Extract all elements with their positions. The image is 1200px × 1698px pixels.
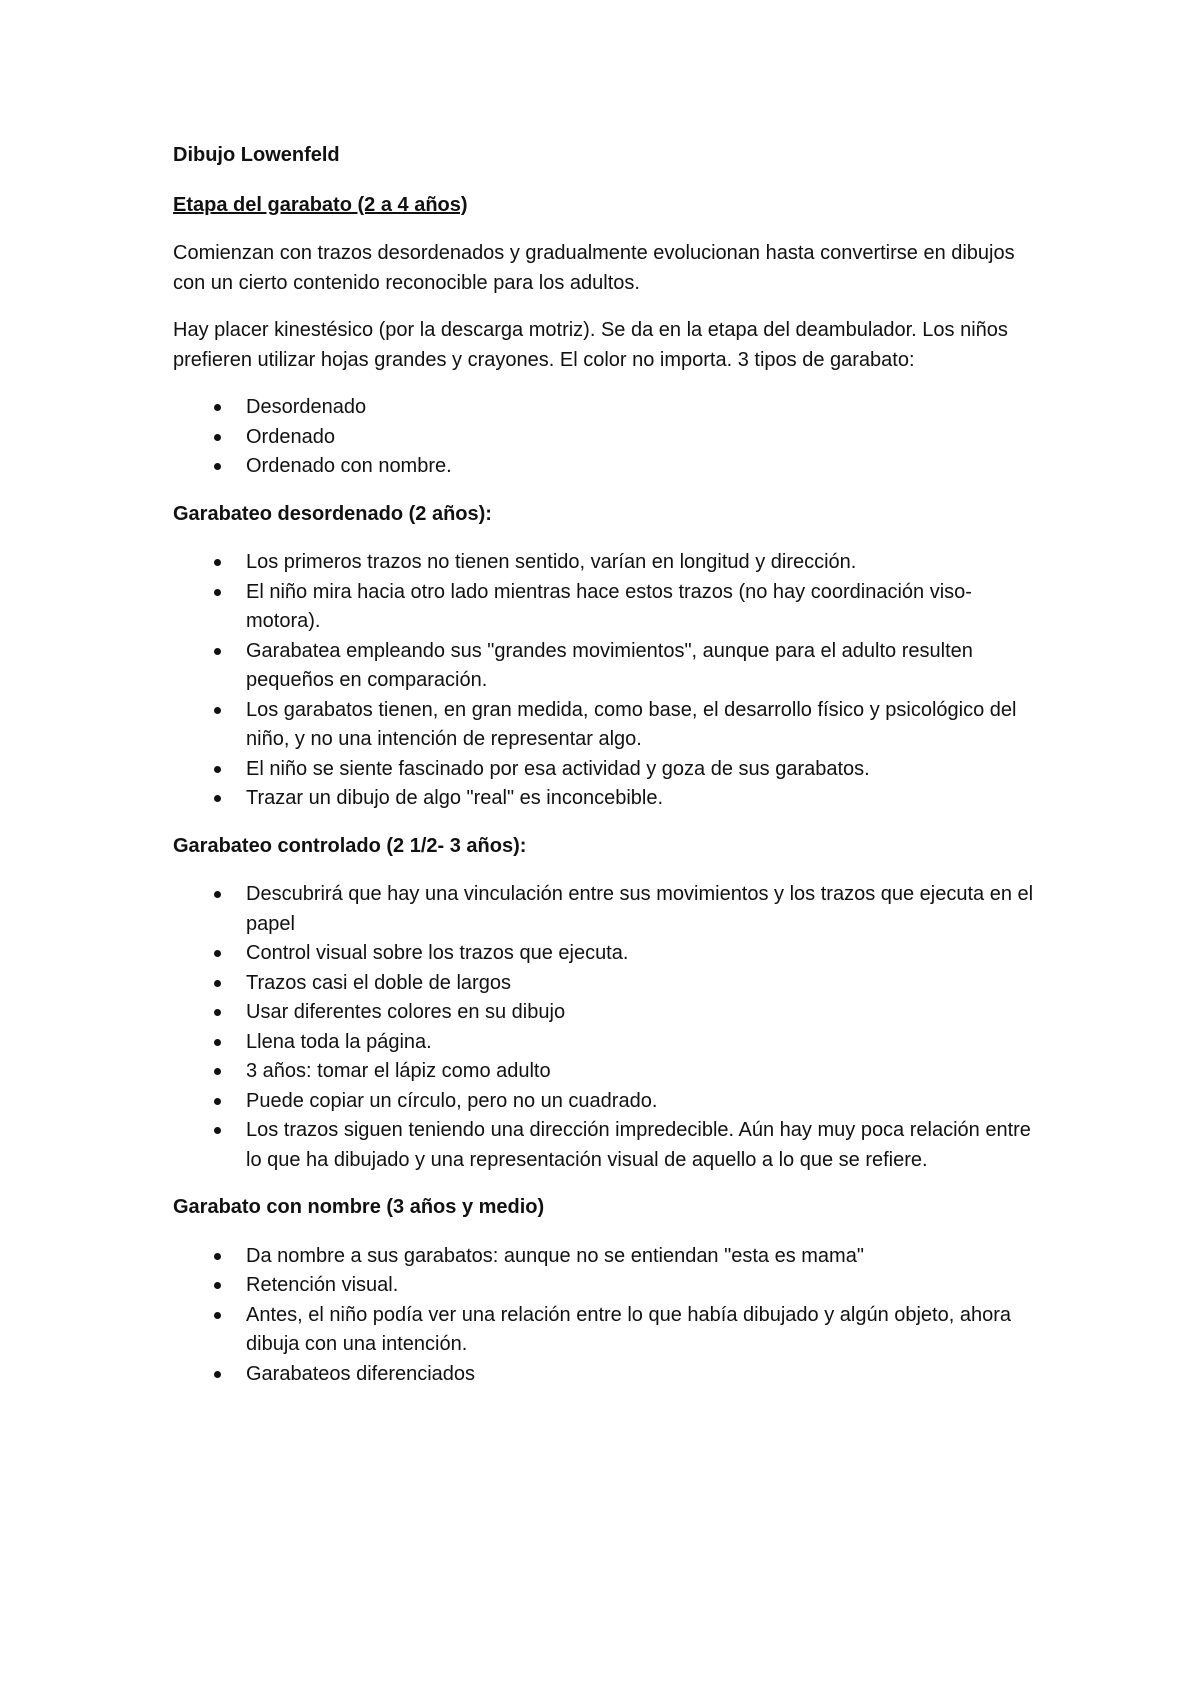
list-item-text: Desordenado [246, 396, 367, 418]
list-item [173, 452, 1043, 482]
paragraph: Hay placer kinestésico (por la descarga motriz). Se da en la etapa del deambulador. Los niños prefieren utilizar hojas grandes y crayones. El color no importa. 3 tipos de garabato: [173, 319, 1008, 371]
bullet-icon [214, 950, 221, 957]
bullet-list [173, 393, 1043, 482]
list-item-text: Trazos casi el doble de largos [246, 971, 511, 994]
list-item-text: Usar diferentes colores en su dibujo [246, 1001, 566, 1023]
list-item-text: Puede copiar un círculo, pero no un cuadrado. [246, 1089, 658, 1112]
list-item-text: Garabateos diferenciados [246, 1362, 476, 1385]
bullet-list [173, 880, 1043, 1175]
section-heading: Garabateo desordenado (2 años): [173, 502, 492, 525]
list-item [173, 423, 1043, 453]
paragraph: Comienzan con trazos desordenados y gradualmente evolucionan hasta convertirse en dibujos con un cierto contenido reconocible para los adultos. [173, 242, 1015, 294]
list-item [173, 1242, 1043, 1272]
bullet-icon [214, 404, 221, 411]
section-etapa-garabato [173, 191, 1043, 482]
bullet-list [173, 548, 1043, 814]
section-heading: Garabato con nombre (3 años y medio) [173, 1196, 545, 1218]
list-item [173, 1271, 1043, 1301]
list-item [173, 1057, 1043, 1087]
list-item-text: Ordenado con nombre. [246, 455, 452, 477]
section-heading: Garabateo controlado (2 1/2- 3 años): [173, 834, 527, 857]
list-item [173, 998, 1043, 1028]
list-item [173, 1028, 1043, 1058]
list-item [173, 1116, 1043, 1175]
list-item-text: Llena toda la página. [246, 1030, 432, 1053]
list-item-text: Garabatea empleando sus "grandes movimientos", aunque para el adulto resulten pequeños en comparación. [246, 639, 973, 691]
list-item [173, 1301, 1043, 1360]
list-item [173, 696, 1043, 755]
bullet-icon [214, 1371, 221, 1378]
list-item-text: Control visual sobre los trazos que ejecuta. [246, 942, 629, 964]
list-item-text: Da nombre a sus garabatos: aunque no se entiendan "esta es mama" [246, 1244, 864, 1267]
list-item [173, 578, 1043, 637]
bullet-icon [214, 766, 221, 773]
list-item-text: El niño se siente fascinado por esa actividad y goza de sus garabatos. [246, 757, 870, 780]
section-garabateo-desordenado [173, 500, 1043, 814]
list-item-text: Los primeros trazos no tienen sentido, varían en longitud y dirección. [246, 551, 857, 573]
bullet-icon [214, 1127, 221, 1134]
list-item [173, 784, 1043, 814]
list-item-text: Los garabatos tienen, en gran medida, como base, el desarrollo físico y psicológico del niño, y no una intención de representar algo. [246, 698, 1017, 750]
list-item [173, 969, 1043, 999]
list-item [173, 1087, 1043, 1117]
bullet-icon [214, 559, 221, 566]
list-item-text: Antes, el niño podía ver una relación entre lo que había dibujado y algún objeto, ahora dibuja con una intención. [246, 1303, 1011, 1355]
section-heading: Etapa del garabato (2 a 4 años) [173, 193, 468, 216]
list-item [173, 393, 1043, 423]
bullet-icon [214, 648, 221, 655]
list-item-text: Ordenado [246, 425, 335, 448]
bullet-icon [214, 980, 221, 987]
list-item-text: Retención visual. [246, 1274, 399, 1296]
bullet-icon [214, 434, 221, 441]
bullet-icon [214, 463, 221, 470]
list-item [173, 548, 1043, 578]
list-item [173, 880, 1043, 939]
list-item-text: Los trazos siguen teniendo una dirección impredecible. Aún hay muy poca relación entre lo que ha dibujado y una representación visual de aquello a lo que se refiere. [246, 1119, 1031, 1171]
bullet-icon [214, 1039, 221, 1046]
bullet-icon [214, 1068, 221, 1075]
list-item [173, 1360, 1043, 1390]
bullet-list [173, 1242, 1043, 1390]
list-item [173, 939, 1043, 969]
document-title: Dibujo Lowenfeld [173, 144, 340, 166]
bullet-icon [214, 1098, 221, 1105]
document-body [173, 141, 1043, 1407]
list-item-text: El niño mira hacia otro lado mientras hace estos trazos (no hay coordinación viso-motora). [246, 580, 972, 632]
list-item-text: Descubrirá que hay una vinculación entre sus movimientos y los trazos que ejecuta en el papel [246, 883, 1034, 935]
bullet-icon [214, 589, 221, 596]
section-garabato-con-nombre [173, 1193, 1043, 1389]
bullet-icon [214, 891, 221, 898]
bullet-icon [214, 1253, 221, 1260]
section-garabateo-controlado [173, 832, 1043, 1176]
bullet-icon [214, 795, 221, 802]
bullet-icon [214, 1312, 221, 1319]
list-item [173, 637, 1043, 696]
bullet-icon [214, 707, 221, 714]
list-item-text: Trazar un dibujo de algo "real" es inconcebible. [246, 787, 664, 809]
bullet-icon [214, 1282, 221, 1289]
list-item-text: 3 años: tomar el lápiz como adulto [246, 1060, 551, 1082]
list-item [173, 755, 1043, 785]
bullet-icon [214, 1009, 221, 1016]
